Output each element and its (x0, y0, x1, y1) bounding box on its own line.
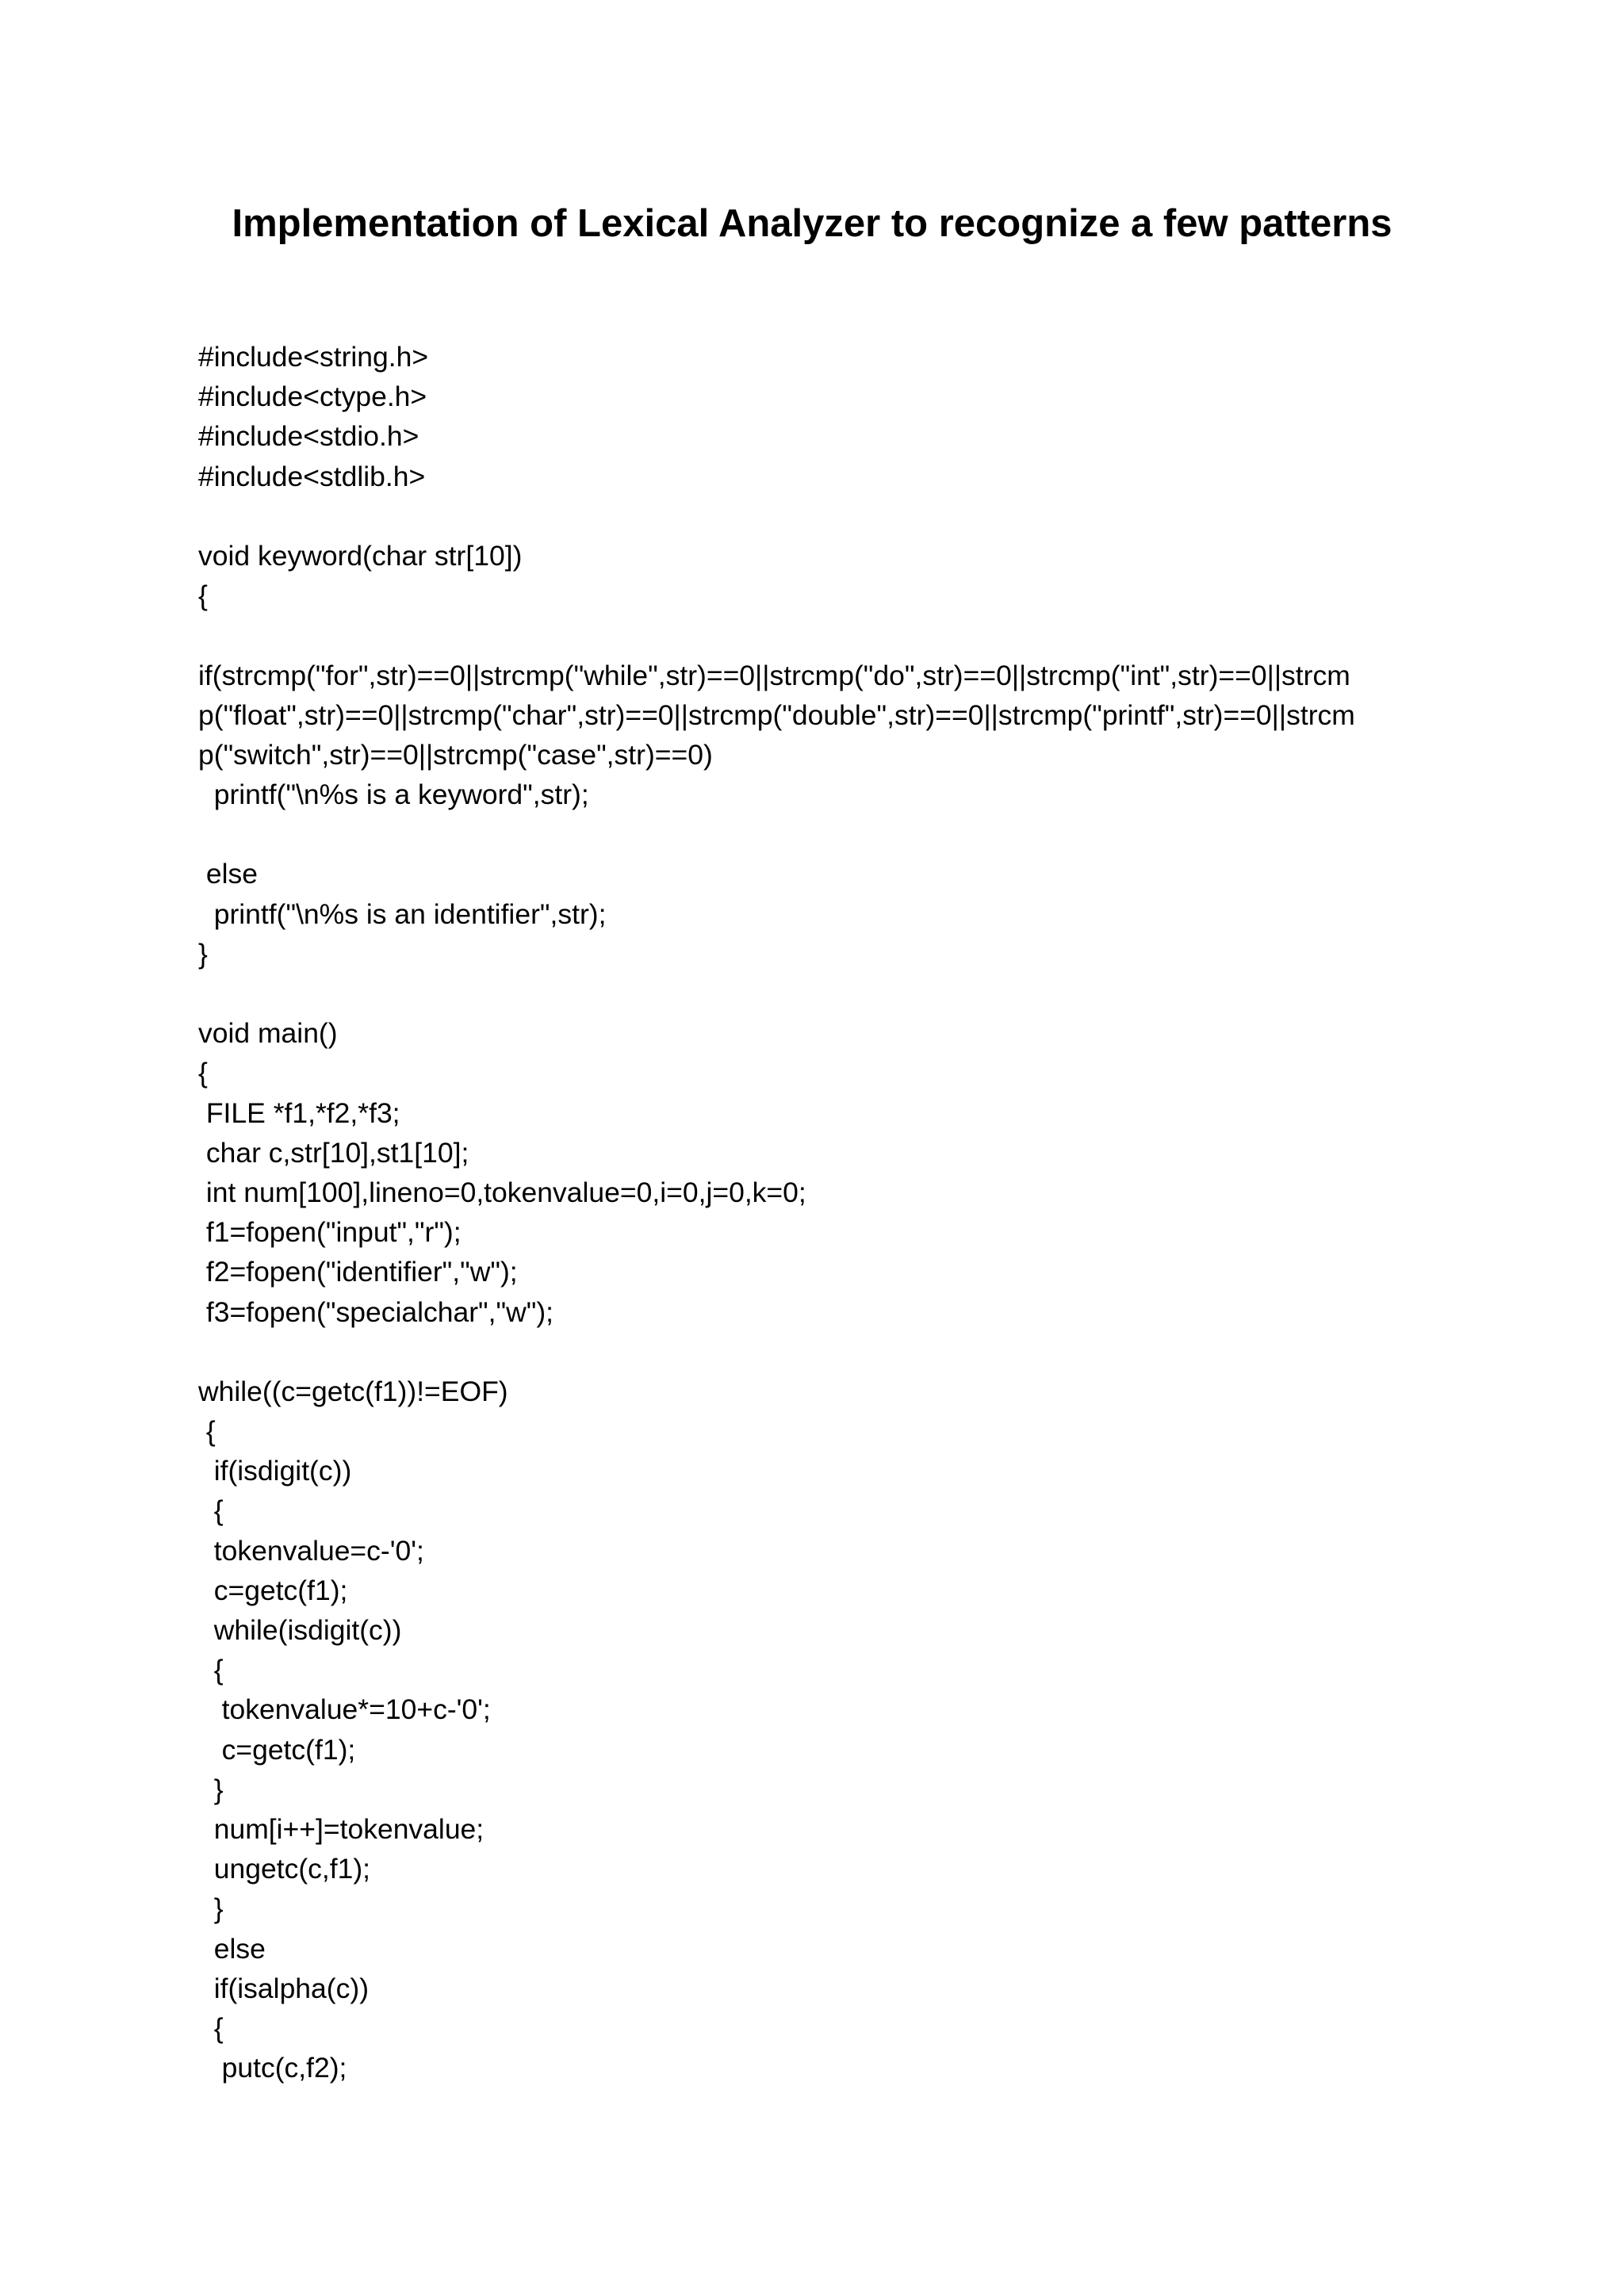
code-line: void keyword(char str[10]) (198, 539, 523, 572)
code-line: void main() (198, 1017, 338, 1050)
code-line: int num[100],lineno=0,tokenvalue=0,i=0,j=0,k=0; (198, 1176, 806, 1208)
code-line: #include<string.h> (198, 341, 429, 373)
code-line: { (198, 1494, 224, 1527)
code-line: printf("\n%s is an identifier",str); (198, 897, 607, 930)
code-line: { (198, 1654, 224, 1686)
page-title: Implementation of Lexical Analyzer to recognize a few patterns (232, 202, 1392, 245)
code-line: } (198, 1892, 224, 1925)
code-line: f2=fopen("identifier","w"); (198, 1256, 518, 1288)
code-line: FILE *f1,*f2,*f3; (198, 1096, 400, 1129)
code-line: #include<ctype.h> (198, 381, 427, 413)
code-line: if(isalpha(c)) (198, 1972, 370, 2004)
code-line: c=getc(f1); (198, 1574, 348, 1606)
code-line: f3=fopen("specialchar","w"); (198, 1295, 554, 1328)
code-line: if(isdigit(c)) (198, 1455, 352, 1487)
code-line: { (198, 580, 208, 612)
blank-code-line (198, 814, 1435, 854)
code-line: p("float",str)==0||strcmp("char",str)==0||strcmp("double",str)==0||strcmp("printf",str)==0||strcm (198, 698, 1355, 731)
blank-code-line (198, 615, 1435, 655)
code-line: tokenvalue=c-'0'; (198, 1534, 424, 1567)
code-line: c=getc(f1); (198, 1733, 356, 1766)
code-line: { (198, 2011, 224, 2044)
code-line: { (198, 1057, 208, 1089)
code-line: else (198, 858, 258, 890)
code-line: putc(c,f2); (198, 2052, 347, 2084)
code-line: tokenvalue*=10+c-'0'; (198, 1693, 491, 1726)
code-line: f1=fopen("input","r"); (198, 1216, 462, 1249)
code-line: while(isdigit(c)) (198, 1614, 402, 1646)
code-line: printf("\n%s is a keyword",str); (198, 779, 589, 811)
code-line: while((c=getc(f1))!=EOF) (198, 1375, 508, 1407)
blank-code-line (198, 974, 1435, 1013)
blank-code-line (198, 1332, 1435, 1372)
code-block (198, 337, 1435, 2087)
code-line: if(strcmp("for",str)==0||strcmp("while",str)==0||strcmp("do",str)==0||strcmp("int",str)==0||strcm (198, 659, 1350, 691)
code-line: num[i++]=tokenvalue; (198, 1812, 485, 1845)
code-line: p("switch",str)==0||strcmp("case",str)==0) (198, 738, 713, 771)
code-line: } (198, 1773, 224, 1805)
blank-code-line (198, 496, 1435, 536)
code-line: #include<stdlib.h> (198, 460, 426, 492)
code-line: #include<stdio.h> (198, 420, 419, 453)
code-line: } (198, 937, 208, 970)
code-line: char c,str[10],st1[10]; (198, 1136, 469, 1169)
code-line: else (198, 1932, 266, 1965)
code-line: ungetc(c,f1); (198, 1853, 371, 1885)
code-line: { (198, 1415, 216, 1448)
